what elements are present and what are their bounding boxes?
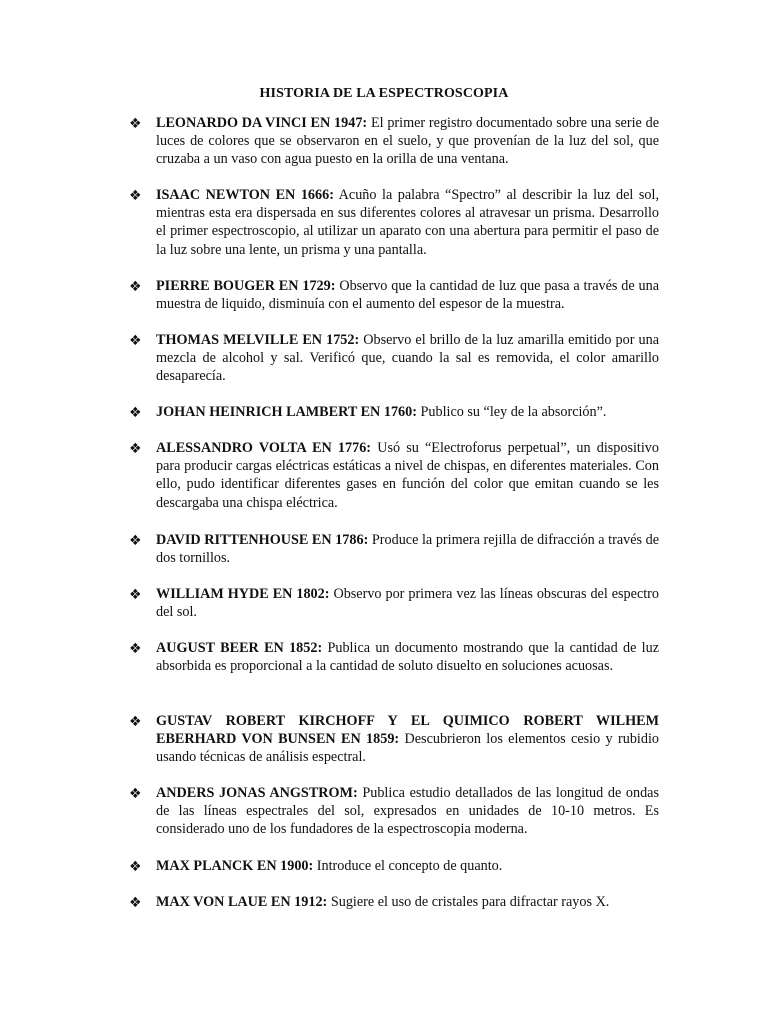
list-item-kirchoff-bunsen (129, 712, 659, 767)
entry-name: LEONARDO DA VINCI EN 1947: (156, 115, 368, 131)
diamond-bullet-icon: ❖ (129, 188, 142, 204)
entry-description: Observo el brillo de la luz amarilla emitido por una mezcla de alcohol y sal. Verificó que, cuando la sal es removida, el color amarillo desaparecía. (156, 332, 659, 385)
entry-description: Descubrieron los elementos cesio y rubidio usando técnicas de análisis espectral. (156, 731, 659, 766)
entry-description: Usó su “Electroforus perpetual”, un dispositivo para producir cargas eléctricas estáticas a nivel de chispas, en diferentes materiales. Con ello, pudo identificar diferentes gases en función del color que emitan cuando se les descargaba una chispa eléctrica. (156, 440, 659, 511)
diamond-bullet-icon: ❖ (129, 279, 142, 295)
entry-description: Publica estudio detallados de las longitud de ondas de las líneas espectrales del sol, expresados en unidades de 10-10 metros. Es considerado uno de los fundadores de la espectroscopia moderna. (156, 785, 660, 838)
entry-name: WILLIAM HYDE EN 1802: (156, 586, 330, 602)
entry-description: Observo por primera vez las líneas obscuras del espectro del sol. (156, 586, 659, 621)
list-item-bouger (129, 277, 659, 313)
entry-name: MAX VON LAUE EN 1912: (156, 894, 328, 910)
page-title: HISTORIA DE LA ESPECTROSCOPIA (259, 86, 509, 101)
list-item-rittenhouse (129, 531, 659, 567)
diamond-bullet-icon: ❖ (129, 714, 142, 730)
entry-name: THOMAS MELVILLE EN 1752: (156, 332, 360, 348)
diamond-bullet-icon: ❖ (129, 587, 142, 603)
diamond-bullet-icon: ❖ (129, 405, 142, 421)
list-item-von-laue (129, 893, 659, 911)
diamond-bullet-icon: ❖ (129, 641, 142, 657)
entry-description: El primer registro documentado sobre una serie de luces de colores que se observaron en el suelo, y que provenían de la luz del sol, que cruzaba a un vaso con agua puesto en la orilla de una ventana. (156, 115, 659, 168)
list-item-lambert (129, 403, 659, 421)
diamond-bullet-icon: ❖ (129, 533, 142, 549)
list-item-hyde (129, 585, 659, 621)
list-item-beer (129, 639, 659, 675)
entry-description: Publico su “ley de la absorción”. (416, 404, 607, 420)
diamond-bullet-icon: ❖ (129, 859, 142, 875)
entry-name: JOHAN HEINRICH LAMBERT EN 1760: (156, 404, 417, 420)
entry-description: Observo que la cantidad de luz que pasa a través de una muestra de liquido, disminuía con el aumento del espesor de la muestra. (156, 278, 659, 313)
entry-name: ANDERS JONAS ANGSTROM: (156, 785, 358, 801)
entry-name: PIERRE BOUGER EN 1729: (156, 278, 336, 294)
list-item-planck (129, 857, 659, 875)
entry-description: Sugiere el uso de cristales para difractar rayos X. (327, 894, 610, 910)
entry-description: Introduce el concepto de quanto. (313, 858, 503, 874)
entry-name: ALESSANDRO VOLTA EN 1776: (156, 440, 372, 456)
entry-name: DAVID RITTENHOUSE EN 1786: (156, 532, 369, 548)
diamond-bullet-icon: ❖ (129, 116, 142, 132)
entry-description: Publica un documento mostrando que la cantidad de luz absorbida es proporcional a la cantidad de soluto disuelto en soluciones acuosas. (156, 640, 659, 675)
entry-name: GUSTAV ROBERT KIRCHOFF Y EL QUIMICO ROBERT WILHEM EBERHARD VON BUNSEN EN 1859: (156, 713, 659, 748)
entry-name: MAX PLANCK EN 1900: (156, 858, 314, 874)
diamond-bullet-icon: ❖ (129, 895, 142, 911)
list-item-volta (129, 439, 659, 512)
diamond-bullet-icon: ❖ (129, 441, 142, 457)
diamond-bullet-icon: ❖ (129, 786, 142, 802)
entry-description: Produce la primera rejilla de difracción a través de dos tornillos. (156, 532, 660, 567)
diamond-bullet-icon: ❖ (129, 333, 142, 349)
list-item-melville (129, 331, 659, 386)
entry-name: AUGUST BEER EN 1852: (156, 640, 323, 656)
entry-description: Acuño la palabra “Spectro” al describir la luz del sol, mientras esta era dispersada en sus diferentes colores al atravesar un prisma. Desarrollo el primer espectroscopio, al utilizar un aparato con una abertura para permitir el paso de la luz sobre una lente, un prisma y una pantalla. (156, 187, 660, 258)
entry-name: ISAAC NEWTON EN 1666: (156, 187, 334, 203)
list-item-angstrom (129, 784, 659, 839)
list-item-newton (129, 186, 659, 259)
list-item-da-vinci (129, 114, 659, 169)
